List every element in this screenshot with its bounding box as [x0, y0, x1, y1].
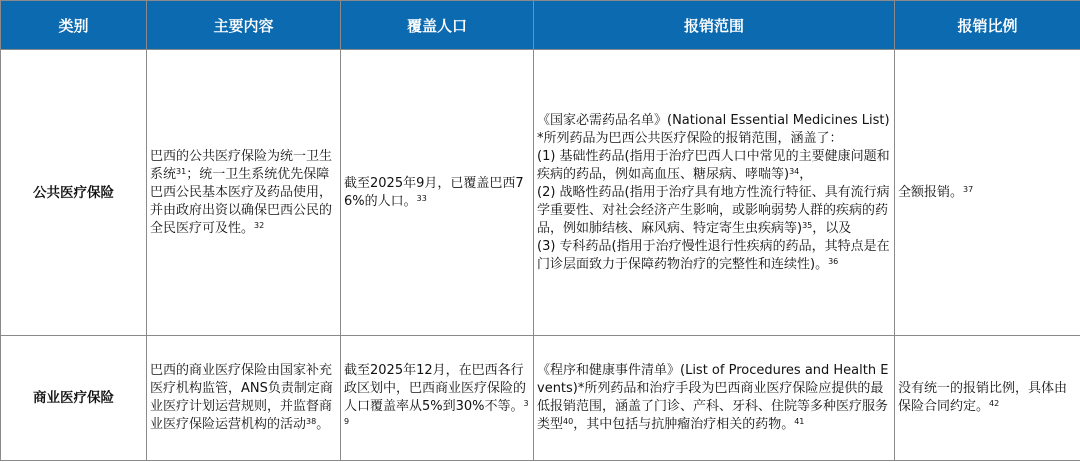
scope-item: (1) 基础性药品(指用于治疗巴西人口中常见的主要健康问题和疾病的药品，例如高血压、糖尿病、哮喘等)$^{34}$，: [537, 148, 890, 182]
table-row: [1, 50, 1080, 336]
scope-cell: [534, 50, 895, 336]
category-cell: 商业医疗保险: [1, 336, 147, 461]
coverage-cell: 截至2025年9月，已覆盖巴西76%的人口。$^{33}$: [341, 50, 534, 336]
scope-intro: 《国家必需药品名单》(National Essential Medicines List)*所列药品为巴西公共医疗保险的报销范围，涵盖了：: [537, 112, 890, 146]
scope-item: (3) 专科药品(指用于治疗慢性退行性疾病的药品，其特点是在门诊层面致力于保障药物治疗的完整性和连续性)。$^{36}$: [537, 238, 890, 272]
scope-cell: 《程序和健康事件清单》(List of Procedures and Health Events)*所列药品和治疗手段为巴西商业医疗保险应提供的最低报销范围，涵盖了门诊、产科、牙科、住院等多种医疗服务类型$^{40}$，其中包括与抗肿瘤治疗相关的药物。$^{41}$: [534, 336, 895, 461]
header-row: [1, 1, 1080, 50]
scope-item: (2) 战略性药品(指用于治疗具有地方性流行特征、具有流行病学重要性、对社会经济产生影响，或影响弱势人群的疾病的药品，例如肺结核、麻风病、特定寄生虫疾病等)$^{35}$，以及: [537, 184, 890, 236]
category-cell: 公共医疗保险: [1, 50, 147, 336]
coverage-cell: 截至2025年12月，在巴西各行政区划中，巴西商业医疗保险的人口覆盖率从5%到30%不等。$^{39}$: [341, 336, 534, 461]
content-cell: 巴西的商业医疗保险由国家补充医疗机构监管，ANS负责制定商业医疗计划运营规则，并监督商业医疗保险运营机构的活动$^{38}$。: [147, 336, 341, 461]
ratio-cell: 没有统一的报销比例，具体由保险合同约定。$^{42}$: [895, 336, 1080, 461]
header-coverage: 覆盖人口: [341, 1, 534, 50]
header-content: 主要内容: [147, 1, 341, 50]
header-ratio: 报销比例: [895, 1, 1080, 50]
content-cell: 巴西的公共医疗保险为统一卫生系统$^{31}$；统一卫生系统优先保障巴西公民基本医疗及药品使用，并由政府出资以确保巴西公民的全民医疗可及性。$^{32}$: [147, 50, 341, 336]
ratio-cell: 全额报销。$^{37}$: [895, 50, 1080, 336]
header-scope: 报销范围: [534, 1, 895, 50]
table-row: [1, 336, 1080, 461]
header-category: 类别: [1, 1, 147, 50]
